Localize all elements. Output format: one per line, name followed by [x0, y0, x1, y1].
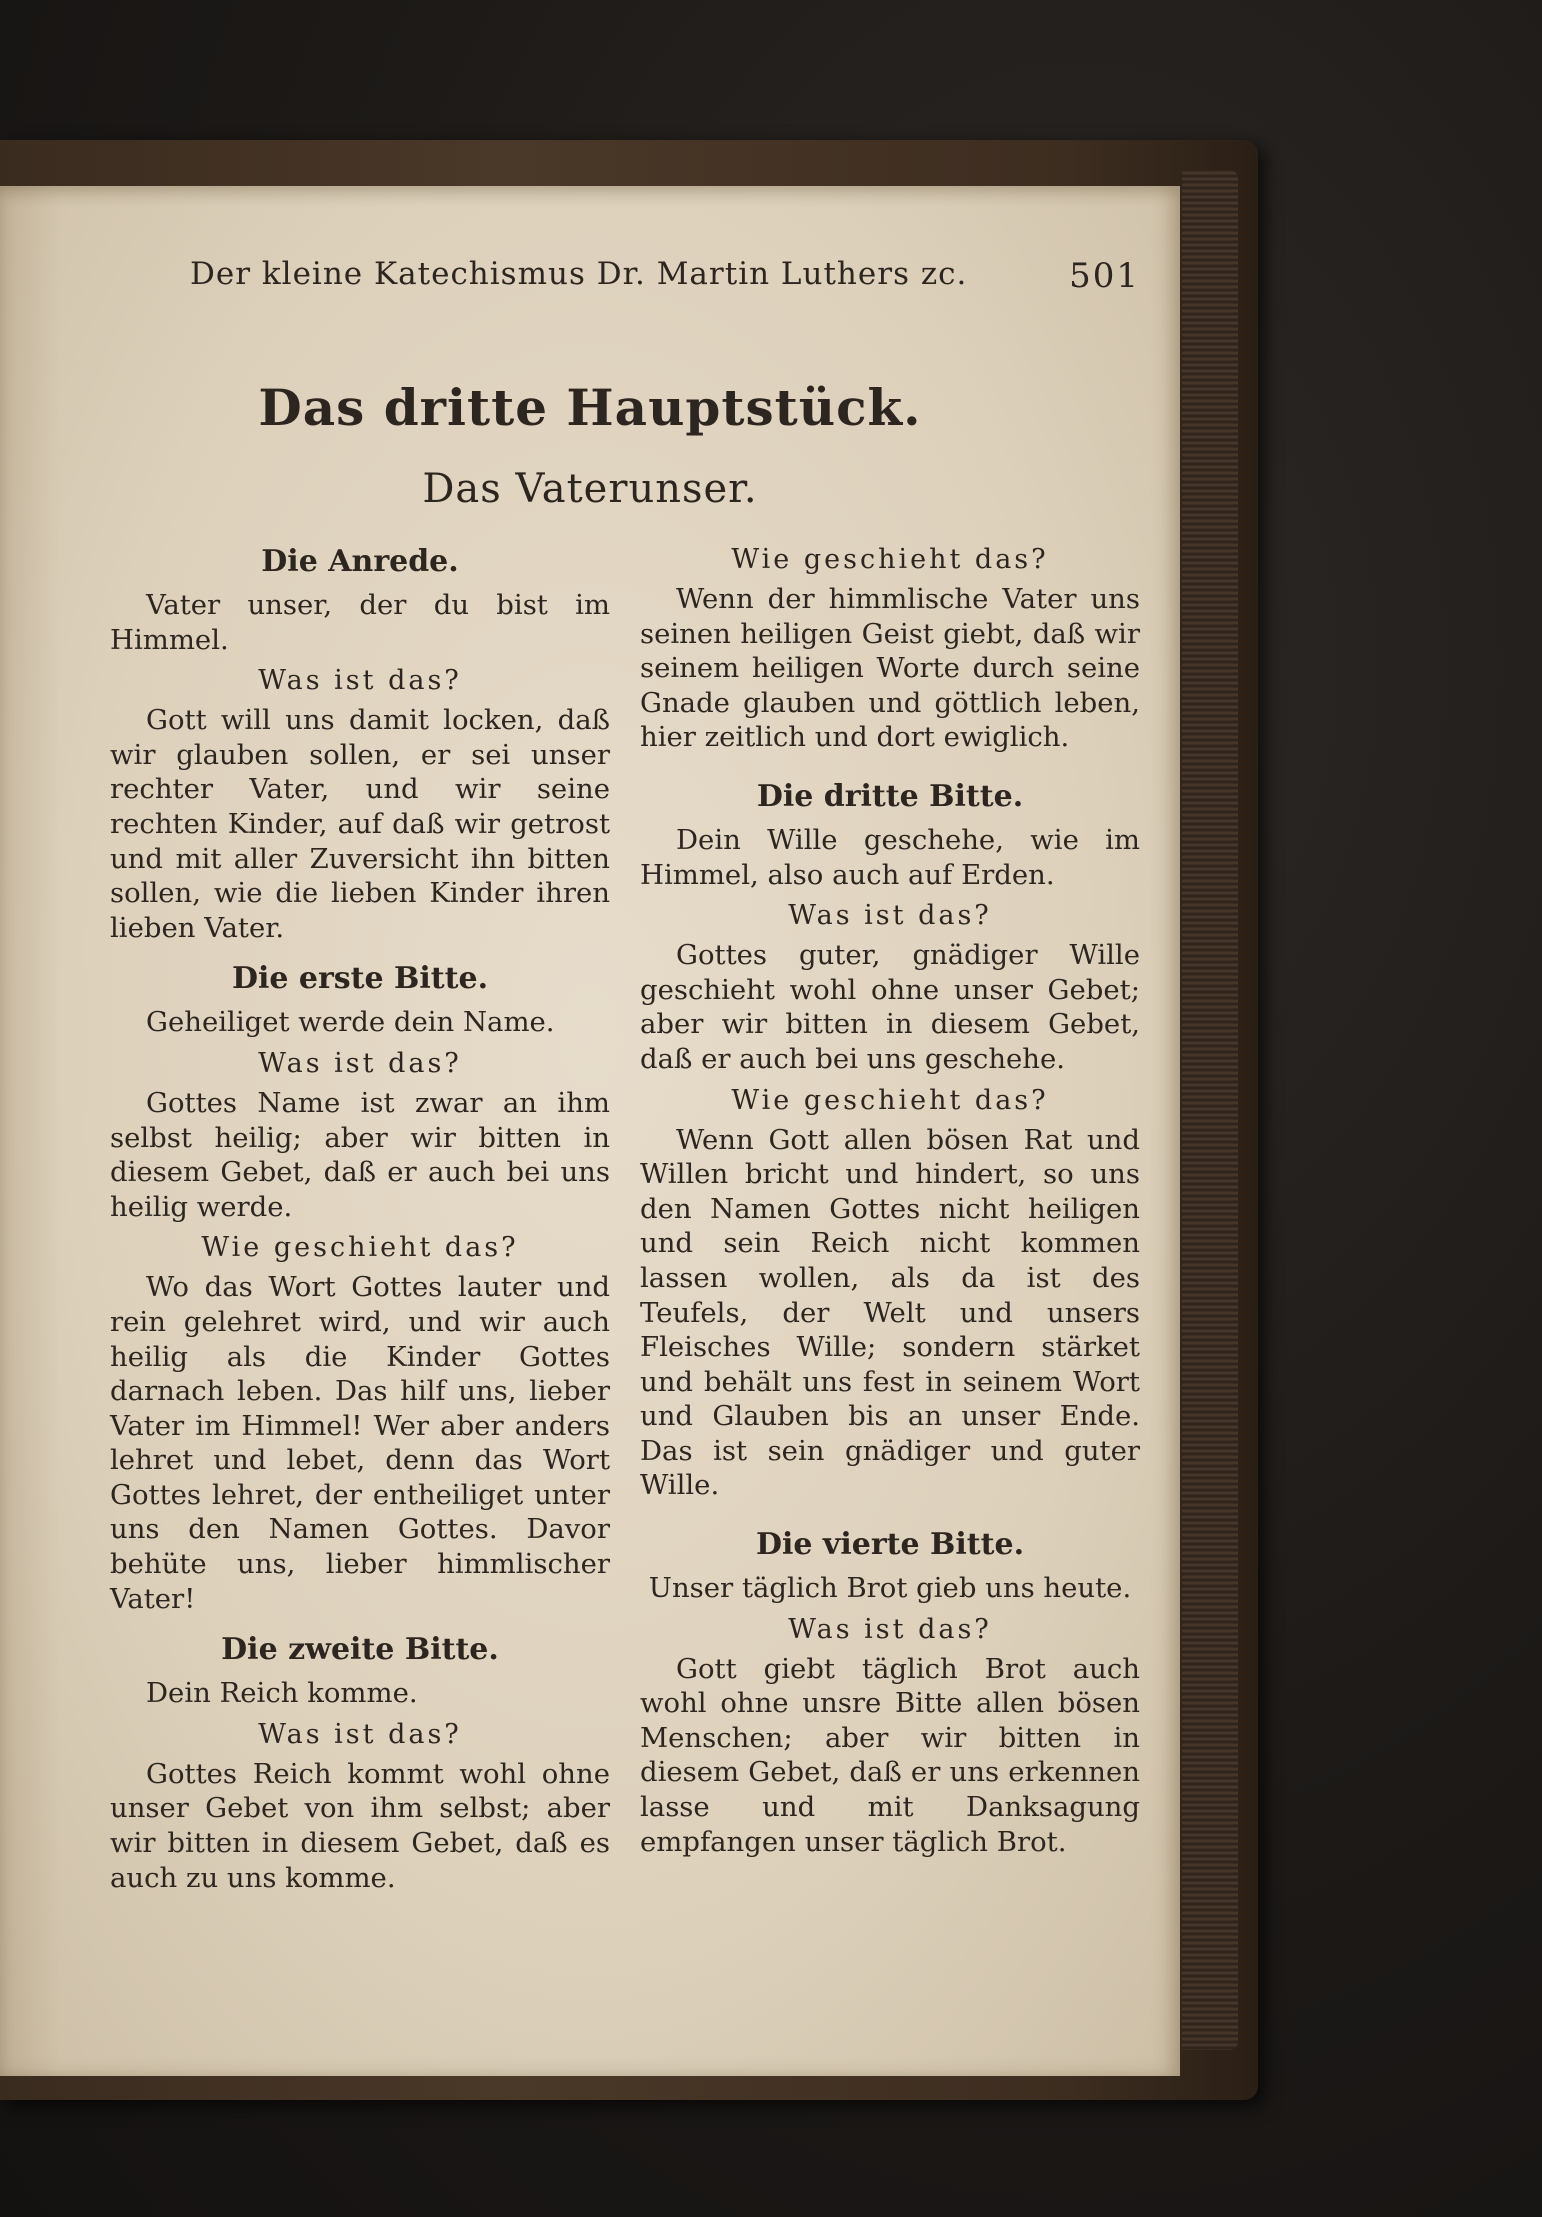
left-column	[110, 536, 610, 1895]
question: Was ist das?	[788, 1613, 992, 1645]
answer-paragraph: Gottes guter, gnädiger Wille geschieht wohl ohne unser Gebet; aber wir bitten in diesem Gebet, daß er auch bei uns geschehe.	[640, 939, 1140, 1075]
question: Was ist das?	[258, 665, 462, 697]
bitte-text: Unser täglich Brot gieb uns heute.	[648, 1572, 1132, 1605]
bitte-text: Dein Reich komme.	[146, 1677, 418, 1710]
answer-paragraph: Gott giebt täglich Brot auch wohl ohne unsre Bitte allen bösen Menschen; aber wir bitten in diesem Gebet, daß er uns erkennen lasse und mit Danksagung empfangen unser täglich Brot.	[640, 1652, 1140, 1858]
chapter-title: Das dritte Hauptstück.	[258, 378, 922, 437]
heading-dritte-bitte: Die dritte Bitte.	[756, 778, 1024, 814]
answer-paragraph: Gottes Name ist zwar an ihm selbst heilig; aber wir bitten in diesem Gebet, daß er auch bei uns heilig werde.	[110, 1086, 610, 1223]
anrede-text: Vater unser, der du bist im Himmel.	[110, 589, 610, 656]
answer-paragraph: Wo das Wort Gottes lauter und rein gelehret wird, und wir auch heilig als die Kinder Gottes darnach leben. Das hilf uns, lieber Vater im Himmel! Wer aber anders lehret und lebet, denn das Wort Gottes lehret, der entheiliget unter uns den Namen Gottes. Davor behüte uns, lieber himmlischer Vater!	[110, 1271, 610, 1615]
answer-paragraph: Gott will uns damit locken, daß wir glauben sollen, er sei unser rechter Vater, und wir seine rechten Kinder, auf daß wir getrost und mit aller Zuversicht ihn bitten sollen, wie die lieben Kinder ihren lieben Vater.	[110, 704, 610, 944]
heading-vierte-bitte: Die vierte Bitte.	[755, 1527, 1025, 1563]
page-number: 501	[1069, 256, 1140, 296]
running-head	[190, 256, 1140, 300]
question: Wie geschieht das?	[201, 1232, 519, 1264]
book-page-edges	[1182, 170, 1238, 2050]
heading-erste-bitte: Die erste Bitte.	[231, 961, 489, 997]
heading-anrede: Die Anrede.	[261, 544, 459, 579]
right-column	[640, 536, 1140, 1859]
book-page	[0, 186, 1180, 2076]
section-title: Das Vaterunser.	[422, 466, 758, 512]
heading-zweite-bitte: Die zweite Bitte.	[221, 1632, 499, 1668]
running-head-title: Der kleine Katechismus Dr. Martin Luthers zc.	[190, 256, 968, 292]
answer-paragraph: Wenn Gott allen bösen Rat und Willen bricht und hindert, so uns den Namen Gottes nicht heiligen und sein Reich nicht kommen lassen wollen, als da ist des Teufels, der Welt und unsers Fleisches Wille; sondern stärket und behält uns fest in seinem Wort und Glauben bis an unser Ende. Das ist sein gnädiger und guter Wille.	[640, 1123, 1140, 1502]
question: Was ist das?	[788, 900, 992, 932]
question: Was ist das?	[258, 1047, 462, 1079]
bitte-text: Dein Wille geschehe, wie im Himmel, also auch auf Erden.	[640, 823, 1140, 891]
answer-paragraph: Gottes Reich kommt wohl ohne unser Gebet von ihm selbst; aber wir bitten in diesem Gebet, daß es auch zu uns komme.	[110, 1757, 610, 1894]
question: Was ist das?	[258, 1718, 462, 1750]
answer-paragraph: Wenn der himmlische Vater uns seinen heiligen Geist giebt, daß wir seinem heiligen Worte durch seine Gnade glauben und göttlich leben, hier zeitlich und dort ewiglich.	[640, 583, 1140, 754]
bitte-text: Geheiliget werde dein Name.	[146, 1006, 555, 1039]
question: Wie geschieht das?	[731, 1084, 1049, 1116]
question: Wie geschieht das?	[731, 544, 1049, 575]
